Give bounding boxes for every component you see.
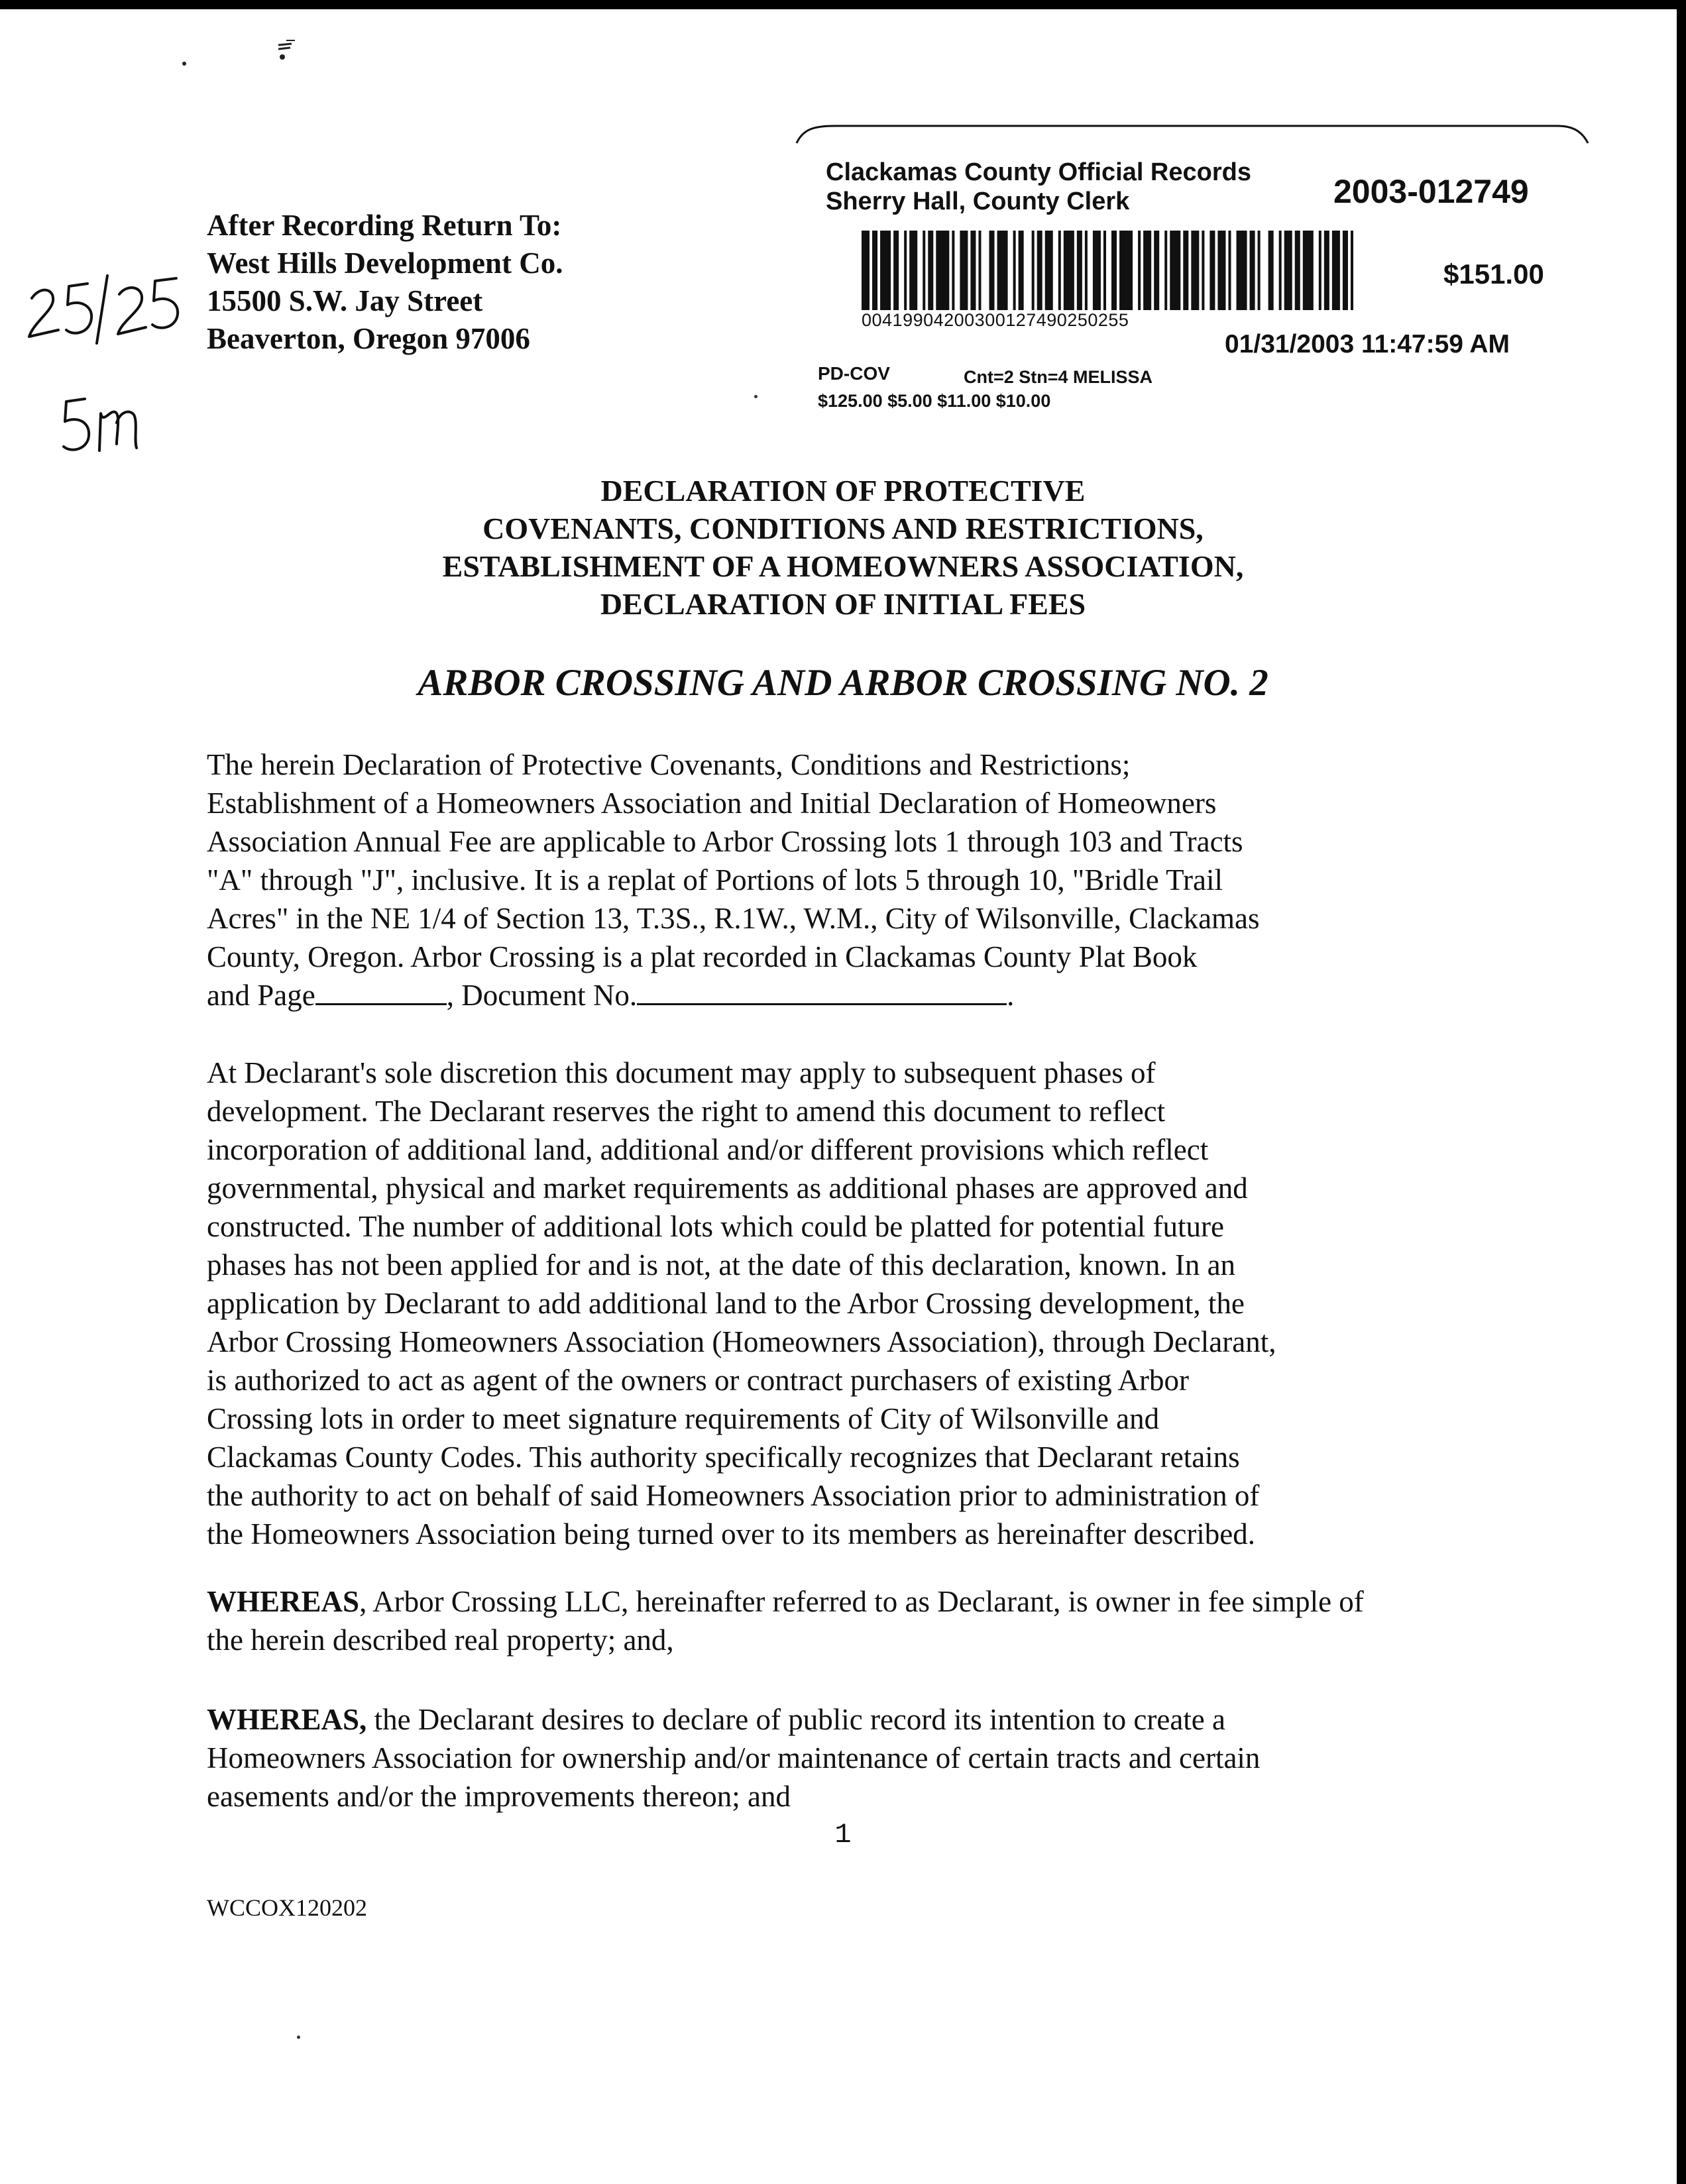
title-line: COVENANTS, CONDITIONS AND RESTRICTIONS, — [482, 512, 1204, 545]
barcode-bar — [909, 231, 917, 310]
barcode-bar — [1258, 231, 1261, 310]
barcode-bar — [1279, 231, 1282, 310]
whereas-lead: WHEREAS — [207, 1585, 360, 1618]
recording-stamp — [795, 119, 1591, 424]
barcode-bar — [989, 231, 995, 310]
barcode-bar — [970, 231, 976, 310]
text-line: phases has not been applied for and is not, at the date of this declaration, known. In an — [207, 1248, 1236, 1282]
return-address-block — [207, 207, 563, 358]
barcode-bar — [1284, 231, 1292, 310]
barcode-bar — [1332, 231, 1340, 310]
barcode-bar — [1164, 231, 1167, 310]
barcode-bar — [1085, 231, 1088, 310]
barcode-bar — [1045, 231, 1053, 310]
text-line: The herein Declaration of Protective Covenants, Conditions and Restrictions; — [207, 748, 1131, 781]
text-line: easements and/or the improvements thereon; and — [207, 1780, 791, 1813]
text-line: "A" through "J", inclusive. It is a replat of Portions of lots 5 through 10, "Bridle Trail — [207, 863, 1223, 897]
barcode-bar — [952, 231, 954, 310]
barcode-bar — [978, 231, 981, 310]
barcode-bar — [1228, 231, 1231, 310]
stamp-amounts: $125.00 $5.00 $11.00 $10.00 — [818, 391, 1051, 411]
text-line: the herein described real property; and, — [207, 1623, 674, 1657]
barcode-bar — [1237, 231, 1247, 310]
barcode-bar — [936, 231, 949, 310]
return-company: West Hills Development Co. — [207, 246, 563, 280]
barcode-bar — [862, 231, 870, 310]
barcode-bar — [928, 231, 933, 310]
stamp-counts: Cnt=2 Stn=4 MELISSA — [964, 367, 1153, 387]
barcode-bar — [1013, 231, 1016, 310]
scan-right-edge — [1677, 0, 1686, 2184]
document-subtitle: ARBOR CROSSING AND ARBOR CROSSING NO. 2 — [418, 662, 1268, 704]
page-number: 1 — [834, 1819, 852, 1851]
footer-document-code: WCCOX120202 — [207, 1894, 367, 1921]
barcode-bar — [960, 231, 968, 310]
stamp-clerk: Sherry Hall, County Clerk — [826, 188, 1130, 215]
text-line: Association Annual Fee are applicable to Arbor Crossing lots 1 through 103 and Tracts — [207, 825, 1243, 858]
text-fragment: , Arbor Crossing LLC, hereinafter referred to as Declarant, is owner in fee simple of — [359, 1585, 1364, 1618]
barcode-bar — [1268, 231, 1274, 310]
document-number-blank — [637, 977, 1007, 1005]
stamp-barcode-digits: 00419904200300127490250255 — [862, 310, 1129, 330]
barcode-bar — [880, 231, 891, 310]
text-line: is authorized to act as agent of the owners or contract purchasers of existing Arbor — [207, 1364, 1190, 1397]
barcode-bar — [1209, 231, 1215, 310]
text-fragment: , Document No. — [446, 979, 638, 1012]
stamp-code: PD-COV — [818, 363, 890, 384]
barcode-bar — [1343, 231, 1348, 310]
paragraph-applicability — [207, 745, 1532, 1014]
stamp-border-arc — [795, 119, 1591, 159]
document-title — [0, 472, 1686, 623]
barcode-bar — [904, 231, 907, 310]
barcode-bar — [1191, 231, 1199, 310]
text-line: incorporation of additional land, additional and/or different provisions which reflect — [207, 1133, 1209, 1166]
barcode-bar — [1217, 231, 1225, 310]
barcode-bar — [1103, 231, 1106, 310]
text-line — [207, 1700, 1532, 1739]
text-line: Clackamas County Codes. This authority specifically recognizes that Declarant retains — [207, 1441, 1240, 1474]
stamp-document-number: 2003-012749 — [1333, 173, 1529, 210]
barcode-bar — [1324, 231, 1329, 310]
title-line: DECLARATION OF PROTECTIVE — [600, 474, 1086, 508]
text-line: application by Declarant to add additional land to the Arbor Crossing development, the — [207, 1287, 1245, 1320]
paragraph-whereas-owner — [207, 1582, 1532, 1659]
barcode-bar — [923, 231, 925, 310]
text-line: governmental, physical and market requirements as additional phases are approved and — [207, 1172, 1248, 1205]
barcode-bar — [1303, 231, 1314, 310]
barcode-bar — [1138, 231, 1141, 310]
text-line-with-blanks — [207, 976, 1532, 1014]
title-line: ESTABLISHMENT OF A HOMEOWNERS ASSOCIATION, — [442, 549, 1244, 583]
handwritten-annotation — [13, 252, 186, 464]
stamp-county: Clackamas County Official Records — [826, 158, 1251, 186]
text-fragment: and Page — [207, 979, 315, 1012]
barcode-bar — [1032, 231, 1035, 310]
barcode-bar — [872, 231, 877, 310]
barcode-bar — [1111, 231, 1117, 310]
barcode-bar — [1183, 231, 1188, 310]
barcode-bar — [1351, 231, 1353, 310]
barcode-bar — [1077, 231, 1082, 310]
barcode — [862, 231, 1359, 310]
barcode-bar — [1058, 231, 1061, 310]
barcode-bar — [1202, 231, 1204, 310]
scan-specks — [179, 40, 311, 86]
page-blank — [315, 977, 447, 1005]
text-line: constructed. The number of additional lots which could be platted for potential future — [207, 1210, 1224, 1243]
barcode-bar — [1143, 231, 1151, 310]
text-fragment: the Declarant desires to declare of public record its intention to create a — [366, 1703, 1225, 1736]
text-fragment: . — [1007, 979, 1015, 1012]
text-line: the authority to act on behalf of said Homeowners Association prior to administration of — [207, 1479, 1260, 1512]
text-line: development. The Declarant reserves the right to amend this document to reflect — [207, 1095, 1166, 1128]
scan-speck — [297, 2036, 300, 2039]
scan-speck — [754, 395, 758, 398]
barcode-bar — [893, 231, 899, 310]
text-line: Acres" in the NE 1/4 of Section 13, T.3S., R.1W., W.M., City of Wilsonville, Clackamas — [207, 902, 1260, 935]
barcode-bar — [1170, 231, 1180, 310]
whereas-lead: WHEREAS, — [207, 1703, 367, 1736]
text-line: Crossing lots in order to meet signature requirements of City of Wilsonville and — [207, 1402, 1160, 1435]
barcode-bar — [1250, 231, 1255, 310]
paragraph-discretion — [207, 1054, 1532, 1553]
barcode-bar — [1093, 231, 1101, 310]
barcode-bar — [1319, 231, 1321, 310]
paragraph-whereas-association — [207, 1700, 1532, 1816]
text-line: Establishment of a Homeowners Association and Initial Declaration of Homeowners — [207, 787, 1217, 820]
stamp-fee-total: $151.00 — [1443, 258, 1544, 290]
barcode-bar — [1295, 231, 1300, 310]
barcode-bar — [1154, 231, 1159, 310]
text-line — [207, 1582, 1532, 1621]
barcode-bar — [1019, 231, 1024, 310]
scan-top-edge — [0, 0, 1686, 9]
text-line: Arbor Crossing Homeowners Association (Homeowners Association), through Declarant, — [207, 1325, 1276, 1358]
return-heading: After Recording Return To: — [207, 209, 562, 242]
return-street: 15500 S.W. Jay Street — [207, 284, 483, 317]
stamp-datetime: 01/31/2003 11:47:59 AM — [1225, 330, 1510, 358]
barcode-bar — [1119, 231, 1133, 310]
text-line: County, Oregon. Arbor Crossing is a plat recorded in Clackamas County Plat Book — [207, 940, 1198, 973]
title-line: DECLARATION OF INITIAL FEES — [600, 587, 1086, 621]
barcode-bar — [1064, 231, 1074, 310]
text-line: At Declarant's sole discretion this document may apply to subsequent phases of — [207, 1056, 1156, 1089]
text-line: Homeowners Association for ownership and/or maintenance of certain tracts and certain — [207, 1741, 1261, 1774]
return-city: Beaverton, Oregon 97006 — [207, 322, 530, 355]
barcode-bar — [997, 231, 1008, 310]
barcode-bar — [1037, 231, 1042, 310]
text-line: the Homeowners Association being turned over to its members as hereinafter described. — [207, 1517, 1256, 1551]
